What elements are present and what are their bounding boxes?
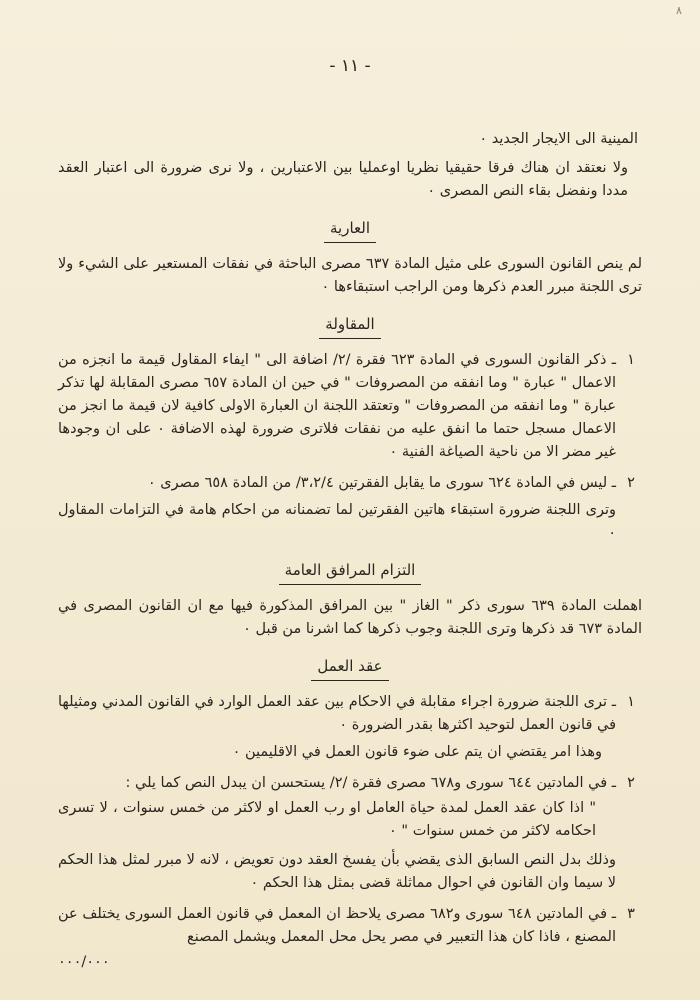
- amal-item-1-continuation: وهذا امر يقتضي ان يتم على ضوء قانون العمل في الاقليمين ٠: [232, 744, 602, 760]
- section-heading-muqawala: المقاولة: [58, 313, 642, 339]
- intro-line: المينية الى الايجار الجديد ٠: [479, 131, 638, 147]
- amal-item-2-continuation: وذلك بدل النص السابق الذى يقضي بأن يفسخ العقد دون تعويض ، لانه لا مبرر لمثل هذا الحكم لا سيما وان القانون في احوال مماثلة قضى بمثل هذا الحكم ٠: [58, 852, 616, 891]
- marafiq-paragraph: اهملت المادة ٦٣٩ سورى ذكر " الغاز " بين المرافق المذكورة فيها مع ان القانون المصرى في المادة ٦٧٣ قد ذكرها وترى اللجنة وجوب ذكرها كما اشرنا من قبل ٠: [58, 598, 642, 637]
- amal-item-1: [58, 691, 642, 737]
- muqawala-item-1: [58, 349, 642, 464]
- amal-item-3: [58, 903, 642, 949]
- item-text: ـ ترى اللجنة ضرورة اجراء مقابلة في الاحكام بين عقد العمل الوارد في القانون المدني ومثيلها في قانون العمل لتوحيد اكثرها بقدر الضرورة ٠: [58, 694, 616, 733]
- intro-paragraph: ولا نعتقد ان هناك فرقا حقيقيا نظريا اوعمليا بين الاعتبارين ، ولا نرى ضرورة الى اعتبار العقد مددا ونفضل بقاء النص المصرى ٠: [58, 160, 628, 199]
- item-text: ـ ليس في المادة ٦٢٤ سورى ما يقابل الفقرتين ٣،٢/٤/ من المادة ٦٥٨ مصرى ٠: [147, 475, 616, 491]
- muqawala-item-2-continuation: وترى اللجنة ضرورة استبقاء هاتين الفقرتين لما تضمنانه من احكام هامة في التزامات المقاول ٠: [58, 502, 616, 541]
- item-text: ـ في المادتين ٦٤٤ سورى و٦٧٨ مصرى فقرة /٢/ يستحسن ان يبدل النص كما يلي :: [125, 775, 616, 791]
- section-heading-ariya: العارية: [58, 217, 642, 243]
- muqawala-item-2: [58, 472, 642, 495]
- item-number: ١: [627, 352, 635, 368]
- item-number: ٣: [627, 906, 635, 922]
- amal-item-2: [58, 772, 642, 795]
- section-heading-marafiq: التزام المرافق العامة: [58, 559, 642, 585]
- continuation-marker: ٠٠٠/٠٠٠: [58, 954, 110, 970]
- item-number: ١: [627, 694, 635, 710]
- page-number: - ١١ -: [329, 56, 371, 76]
- item-text: ـ في المادتين ٦٤٨ سورى و٦٨٢ مصرى يلاحظ ان المعمل في قانون العمل السورى يختلف عن المصنع ، فاذا كان هذا التعبير في مصر يحل محل المعمل ويشمل المصنع: [58, 906, 616, 945]
- document-body: [58, 128, 642, 974]
- section-heading-amal: عقد العمل: [58, 655, 642, 681]
- item-text: ـ ذكر القانون السورى في المادة ٦٢٣ فقرة /٢/ اضافة الى " ايفاء المقاول قيمة ما انجزه من الاعمال " عبارة " وما انفقه من المصروفات " في حين ان المادة ٦٥٧ مصرى المقابلة لها تذكر عبارة " وما انفقه من المصروفات " وتعتقد اللجنة ان العبارة الاولى كافية لان قيمة ما انجز من الاعمال مسجل حتما ما انفق عليه من نفقات فلاترى ضرورة لهذه الاضافة ٠ على ان وجودها غير مضر الا من ناحية الصياغة الفنية ٠: [58, 352, 617, 460]
- page-corner-mark: ٨: [676, 4, 682, 17]
- amal-item-2-quote: " اذا كان عقد العمل لمدة حياة العامل او رب العمل او لاكثر من خمس سنوات ، لا تسرى احكامه لاكثر من خمس سنوات " ٠: [58, 800, 596, 839]
- item-number: ٢: [627, 775, 635, 791]
- ariya-paragraph: لم ينص القانون السورى على مثيل المادة ٦٣٧ مصرى الباحثة في نفقات المستعير على الشيء ولا ترى اللجنة مبرر العدم ذكرها ومن الراجب استبقاءها ٠: [58, 256, 642, 295]
- item-number: ٢: [627, 475, 635, 491]
